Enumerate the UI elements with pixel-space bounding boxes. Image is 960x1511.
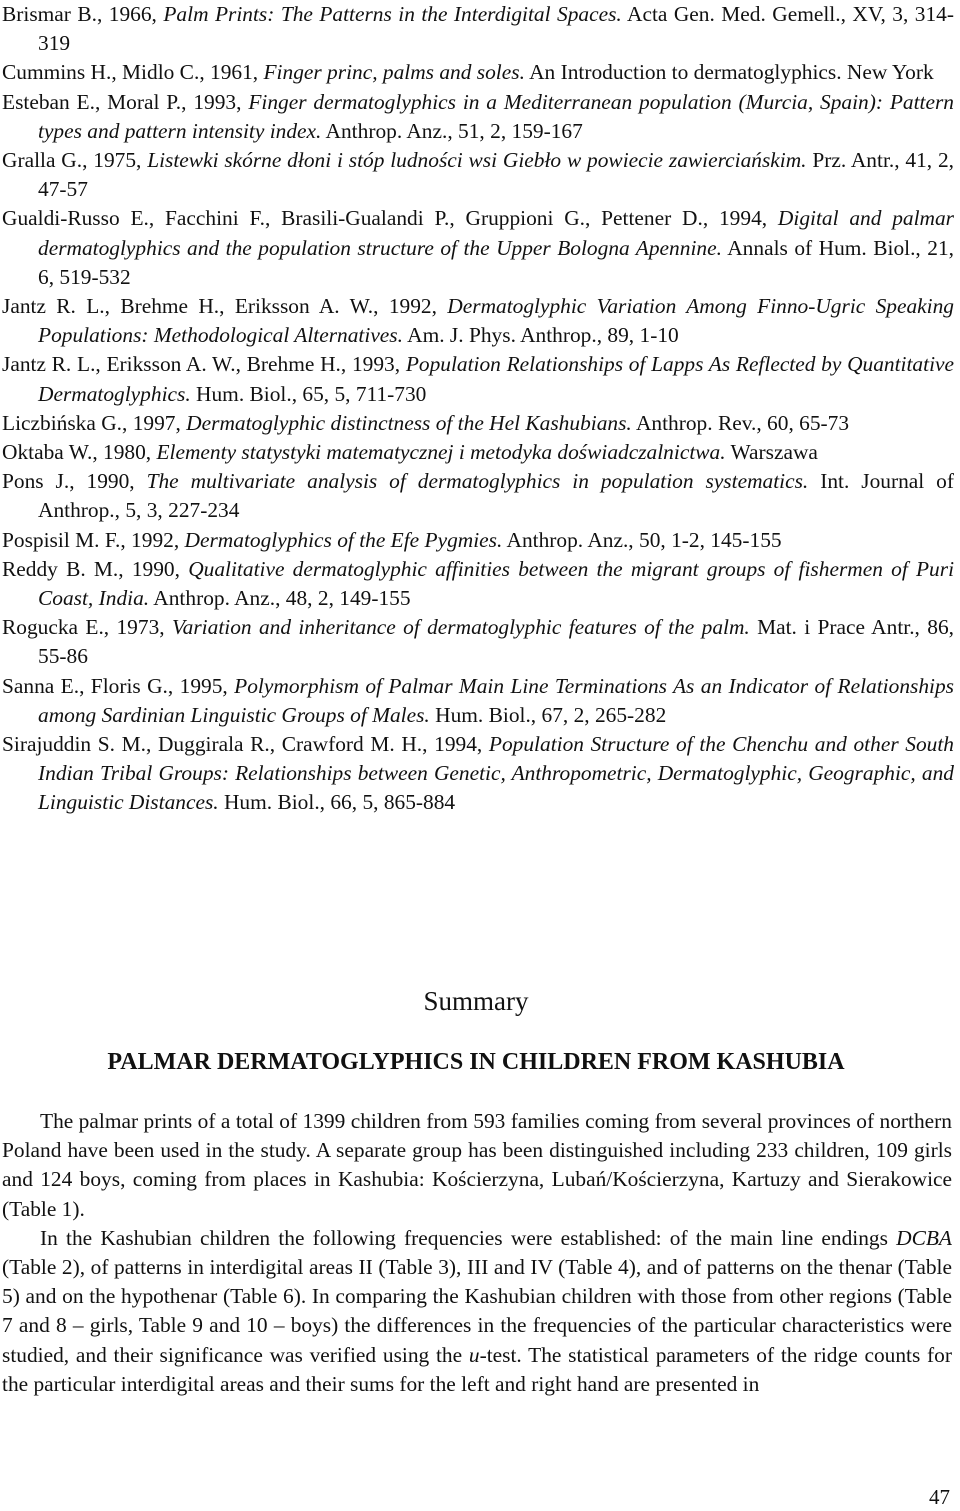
ref-title: Digital and palmar dermatoglyphics and the population structure of the Upper Bologna Apennine. [38, 206, 955, 260]
ref-year: , 1994, [422, 732, 489, 757]
ref-source: Anthrop. Anz., 51, 2, 159-167 [321, 118, 583, 143]
ref-authors: Rogucka E. [2, 615, 104, 640]
ref-year: , 1966, [96, 2, 164, 26]
ref-title: Finger dermatoglyphics in a Mediterranean population (Murcia, Spain): Pattern types and pattern intensity index. [38, 89, 955, 143]
summary-body [2, 1107, 952, 1399]
ref-authors: Esteban E., Moral P. [2, 89, 182, 114]
ref-title: Dermatoglyphic distinctness of the Hel Kashubians. [186, 410, 632, 435]
ref-title: Elementy statystyki matematycznej i metodyka doświadczalnictwa. [156, 440, 726, 465]
summary-paragraph: The palmar prints of a total of 1399 children from 593 families coming from several provinces of northern Poland have been used in the study. A separate group has been distinguished including 233 children, 109 girls and 124 boys, coming from places in Kashubia: Kościerzyna, Lubań/Kościerzyna, Kartuzy and Sierakowice (Table 1). [2, 1109, 952, 1221]
ref-source: Hum. Biol., 66, 5, 865-884 [218, 790, 456, 815]
ref-source: Am. J. Phys. Anthrop., 89, 1-10 [402, 323, 679, 348]
reference-entry [2, 555, 954, 613]
reference-entry [2, 88, 954, 146]
reference-entry [2, 613, 954, 671]
ref-year: , 1975, [82, 148, 148, 173]
page-number: 47 [929, 1485, 950, 1509]
reference-entry [2, 292, 954, 350]
ref-year: , 1961, [199, 60, 264, 85]
ref-title: Population Relationships of Lapps As Reflected by Quantitative Dermatoglyphics. [38, 352, 955, 406]
ref-source: Anthrop. Anz., 48, 2, 149-155 [149, 586, 411, 611]
summary-heading: Summary [423, 986, 529, 1016]
ref-year: , 1992, [120, 527, 185, 552]
ref-title: Finger princ, palms and soles. [263, 60, 525, 85]
ref-authors: Cummins H., Midlo C. [2, 60, 200, 85]
reference-entry [2, 467, 954, 525]
ref-source: Prz. Antr., 41, 2, 47-57 [38, 148, 955, 202]
summary-text: -test. The statistical parameters of the ridge counts for the particular interdigital areas and their sums for the left and right hand are presented in [2, 1342, 952, 1396]
ref-title: Population Structure of the Chenchu and other South Indian Tribal Groups: Relationships between Genetic, Anthropometric, Dermatoglyphic, Geographic, and Linguistic Distances. [38, 732, 954, 815]
ref-year: , 1990, [118, 556, 189, 581]
ref-title: Dermatoglyphic Variation Among Finno-Ugric Speaking Populations: Methodological Alternatives. [38, 294, 954, 348]
ref-authors: Gralla G. [2, 148, 83, 173]
ref-authors: Sirajuddin S. M., Duggirala R., Crawford M. H. [2, 732, 423, 757]
ref-year: , 1992, [373, 294, 448, 319]
reference-entry [2, 0, 954, 58]
ref-source: Acta Gen. Med. Gemell., XV, 3, 314-319 [38, 2, 954, 56]
summary-text: (Table 2), of patterns in interdigital areas II (Table 3), III and IV (Table 4), and of patterns on the thenar (Table 5) and on the hypothenar (Table 6). In comparing the Kashubian children with those from other regions (Table 7 and 8 – girls, Table 9 and 10 – boys) the differences in the frequencies of the particular characteristics were studied, and their significance was verified using the [2, 1255, 952, 1367]
ref-year: , 1997, [122, 410, 187, 435]
ref-authors: Brismar B. [2, 2, 97, 26]
ref-title: Variation and inheritance of dermatoglyphic features of the palm. [171, 615, 750, 640]
summary-text: In the Kashubian children the following frequencies were established: of the main line endings [40, 1225, 897, 1250]
ref-authors: Oktaba W. [2, 440, 93, 465]
ref-year: , 1994, [702, 206, 778, 231]
ref-authors: Pons J. [2, 469, 70, 494]
ref-authors: Gualdi-Russo E., Facchini F., Brasili-Gualandi P., Gruppioni G., Pettener D. [2, 206, 703, 231]
reference-entry [2, 438, 954, 467]
ref-authors: Reddy B. M. [2, 556, 119, 581]
ref-year: , 1990, [69, 469, 147, 494]
reference-list [2, 0, 954, 818]
ref-source: Hum. Biol., 67, 2, 265-282 [429, 702, 667, 727]
ref-authors: Sanna E., Floris G. [2, 673, 168, 698]
reference-entry [2, 730, 954, 818]
ref-authors: Liczbińska G. [2, 410, 122, 435]
ref-source: Anthrop. Anz., 50, 1-2, 145-155 [502, 527, 782, 552]
ref-year: , 1980, [92, 440, 157, 465]
ref-year: , 1993, [181, 89, 249, 114]
summary-emphasis: DCBA [896, 1225, 952, 1250]
ref-source: An Introduction to dermatoglyphics. New York [524, 60, 934, 85]
ref-authors: Jantz R. L., Eriksson A. W., Brehme H. [2, 352, 341, 377]
ref-source: Annals of Hum. Biol., 21, 6, 519-532 [38, 235, 954, 289]
ref-source: Int. Journal of Anthrop., 5, 3, 227-234 [38, 469, 954, 523]
ref-year: , 1993, [340, 352, 406, 377]
reference-entry [2, 58, 954, 87]
ref-year: , 1973, [103, 615, 172, 640]
ref-title: Palm Prints: The Patterns in the Interdigital Spaces. [163, 2, 622, 26]
reference-entry [2, 526, 954, 555]
ref-source: Hum. Biol., 65, 5, 711-730 [190, 381, 427, 406]
ref-source: Mat. i Prace Antr., 86, 55-86 [38, 615, 954, 669]
ref-title: Dermatoglyphics of the Efe Pygmies. [184, 527, 503, 552]
reference-entry [2, 204, 954, 292]
ref-authors: Jantz R. L., Brehme H., Eriksson A. W. [2, 294, 374, 319]
summary-emphasis: u [468, 1342, 480, 1367]
ref-title: Qualitative dermatoglyphic affinities between the migrant groups of fishermen of Puri Coast, India. [38, 556, 955, 611]
paper-title: PALMAR DERMATOGLYPHICS IN CHILDREN FROM KASHUBIA [107, 1049, 845, 1075]
summary-paragraph [2, 1224, 952, 1399]
ref-year: , 1995, [167, 673, 235, 698]
ref-source: Warszawa [725, 440, 818, 465]
ref-title: Polymorphism of Palmar Main Line Terminations As an Indicator of Relationships among Sardinian Linguistic Groups of Males. [38, 673, 954, 727]
ref-source: Anthrop. Rev., 60, 65-73 [631, 410, 850, 435]
reference-entry [2, 409, 954, 438]
reference-entry [2, 350, 954, 408]
ref-title: Listewki skórne dłoni i stóp ludności wsi Giebło w powiecie zawierciańskim. [147, 148, 807, 173]
ref-title: The multivariate analysis of dermatoglyphics in population systematics. [146, 469, 809, 494]
ref-authors: Pospisil M. F. [2, 527, 121, 552]
reference-entry [2, 672, 954, 730]
reference-entry [2, 146, 954, 204]
